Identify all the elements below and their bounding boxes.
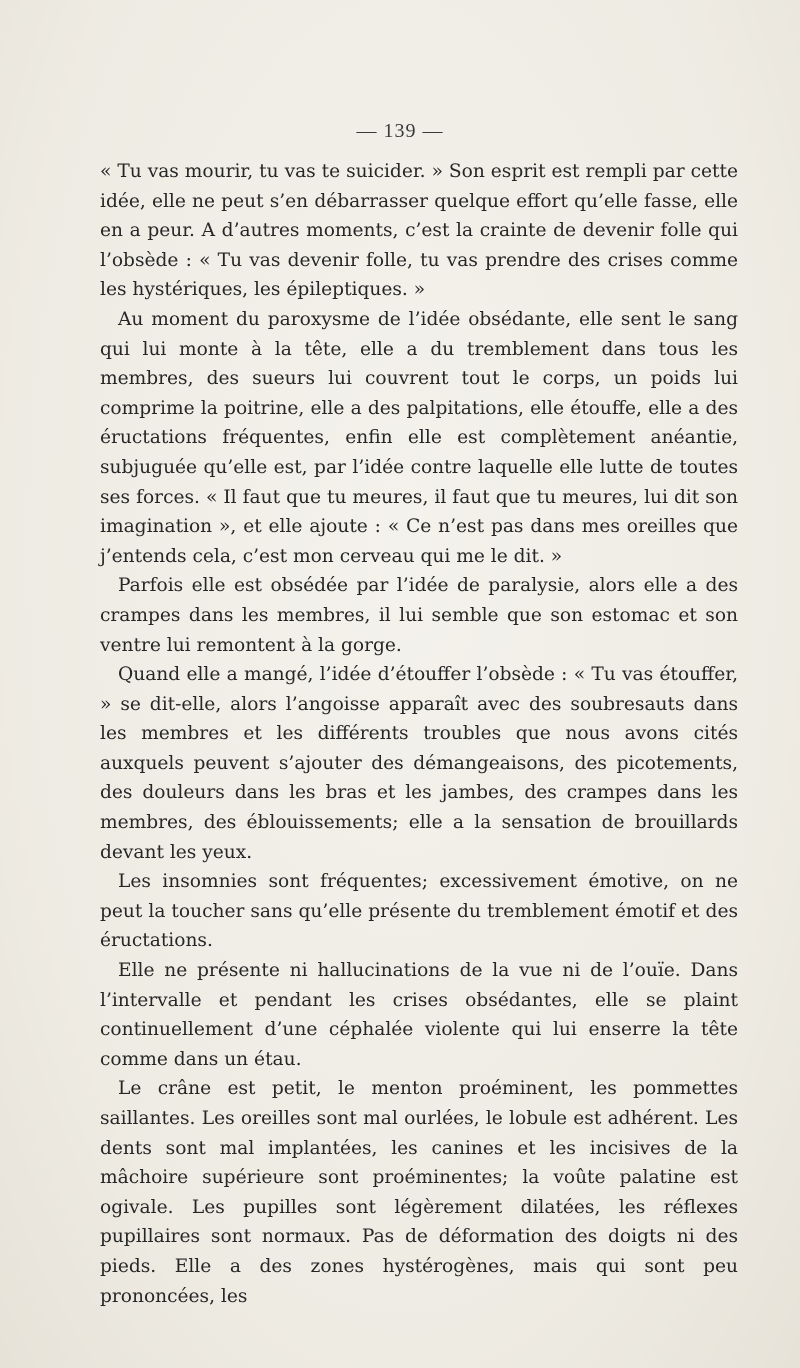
- page-number: — 139 —: [356, 120, 444, 142]
- paragraph: Au moment du paroxysme de l’idée obsédante, elle sent le sang qui lui monte à la tête, elle a du tremblement dans tous les membres, des sueurs lui couvrent tout le corps, un poids lui comprime la poitrine, elle a des palpitations, elle étouffe, elle a des éructations fréquentes, enfin elle est complètement anéantie, subjuguée qu’elle est, par l’idée contre laquelle elle lutte de toutes ses forces. « Il faut que tu meures, il faut que tu meures, lui dit son imagination », et elle ajoute : « Ce n’est pas dans mes oreilles que j’entends cela, c’est mon cerveau qui me le dit. »: [100, 308, 738, 567]
- paragraph: Elle ne présente ni hallucinations de la vue ni de l’ouïe. Dans l’intervalle et pendant les crises obsédantes, elle se plaint continuellement d’une céphalée violente qui lui enserre la tête comme dans un étau.: [100, 960, 738, 1070]
- paragraph: Le crâne est petit, le menton proéminent, les pommettes saillantes. Les oreilles sont mal ourlées, le lobule est adhérent. Les dents sont mal implantées, les canines et les incisives de la mâchoire supérieure sont proéminentes; la voûte palatine est ogivale. Les pupilles sont légèrement dilatées, les réflexes pupillaires sont normaux. Pas de déformation des doigts ni des pieds. Elle a des zones hystérogènes, mais qui sont peu prononcées, les: [100, 1078, 738, 1307]
- body-text: [100, 157, 738, 1311]
- paragraph: Les insomnies sont fréquentes; excessivement émotive, on ne peut la toucher sans qu’elle présente du tremblement émotif et des éructations.: [100, 871, 738, 952]
- paragraph: Quand elle a mangé, l’idée d’étouffer l’obsède : « Tu vas étouffer, » se dit-elle, alors l’angoisse apparaît avec des soubresauts dans les membres et les différents troubles que nous avons cités auxquels peuvent s’ajouter des démangeaisons, des picotements, des douleurs dans les bras et les jambes, des crampes dans les membres, des éblouissements; elle a la sensation de brouillards devant les yeux.: [100, 664, 738, 863]
- paragraph: « Tu vas mourir, tu vas te suicider. » Son esprit est rempli par cette idée, elle ne peut s’en débarrasser quelque effort qu’elle fasse, elle en a peur. A d’autres moments, c’est la crainte de devenir folle qui l’obsède : « Tu vas devenir folle, tu vas prendre des crises comme les hystériques, les épileptiques. »: [100, 161, 738, 301]
- paragraph: Parfois elle est obsédée par l’idée de paralysie, alors elle a des crampes dans les membres, il lui semble que son estomac et son ventre lui remontent à la gorge.: [100, 575, 738, 656]
